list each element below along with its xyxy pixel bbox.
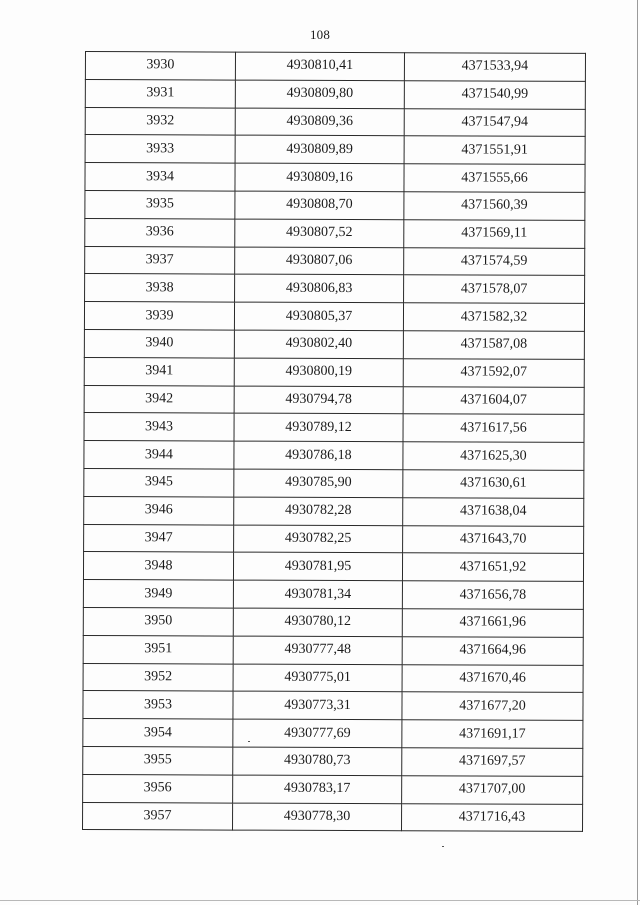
y-coordinate-cell: 4371569,11: [404, 220, 585, 248]
point-number-cell: 3930: [85, 52, 235, 80]
y-coordinate-cell: 4371617,56: [403, 414, 584, 442]
point-number-cell: 3942: [84, 385, 234, 413]
point-number-cell: 3936: [85, 218, 235, 246]
table-row: [84, 413, 584, 443]
table-row: [85, 163, 585, 193]
table-row: [84, 468, 584, 498]
x-coordinate-cell: 4930782,25: [234, 525, 403, 553]
page-number: 108: [309, 27, 331, 42]
x-coordinate-cell: 4930777,69: [233, 719, 402, 747]
x-coordinate-cell: 4930794,78: [234, 386, 403, 414]
y-coordinate-cell: 4371560,39: [404, 192, 585, 220]
table-row: [83, 552, 583, 582]
y-coordinate-cell: 4371691,17: [402, 720, 583, 748]
point-number-cell: 3935: [85, 190, 235, 218]
x-coordinate-cell: 4930781,95: [233, 552, 402, 580]
y-coordinate-cell: 4371582,32: [403, 303, 584, 331]
x-coordinate-cell: 4930800,19: [234, 358, 403, 386]
point-number-cell: 3943: [84, 413, 234, 441]
point-number-cell: 3940: [84, 329, 234, 357]
point-number-cell: 3949: [83, 580, 233, 608]
y-coordinate-cell: 4371638,04: [403, 497, 584, 525]
table-row: [83, 746, 583, 776]
y-coordinate-cell: 4371707,00: [402, 775, 583, 803]
point-number-cell: 3952: [83, 663, 233, 691]
x-coordinate-cell: 4930809,36: [235, 108, 404, 136]
y-coordinate-cell: 4371547,94: [404, 108, 585, 136]
x-coordinate-cell: 4930785,90: [234, 469, 403, 497]
y-coordinate-cell: 4371592,07: [403, 358, 584, 386]
scan-speck: [442, 846, 444, 847]
table-row: [84, 357, 584, 387]
x-coordinate-cell: 4930775,01: [233, 664, 402, 692]
table-row: [83, 663, 583, 693]
table-row: [83, 580, 583, 610]
x-coordinate-cell: 4930807,06: [235, 247, 404, 275]
point-number-cell: 3932: [85, 107, 235, 135]
table-row: [83, 691, 583, 721]
table-row: [85, 135, 585, 165]
coordinates-table-body: [83, 52, 586, 832]
point-number-cell: 3956: [83, 774, 233, 802]
table-row: [84, 302, 584, 332]
coordinates-table: [82, 51, 586, 832]
scan-edge-bottom: [0, 900, 640, 901]
table-row: [85, 190, 585, 220]
point-number-cell: 3947: [84, 524, 234, 552]
table-row: [85, 274, 585, 304]
point-number-cell: 3937: [85, 246, 235, 274]
point-number-cell: 3931: [85, 79, 235, 107]
x-coordinate-cell: 4930807,52: [235, 219, 404, 247]
point-number-cell: 3945: [84, 468, 234, 496]
table-row: [84, 524, 584, 554]
x-coordinate-cell: 4930778,30: [233, 803, 402, 831]
y-coordinate-cell: 4371670,46: [402, 664, 583, 692]
x-coordinate-cell: 4930810,41: [235, 52, 404, 80]
y-coordinate-cell: 4371533,94: [404, 53, 585, 81]
y-coordinate-cell: 4371625,30: [403, 442, 584, 470]
x-coordinate-cell: 4930805,37: [234, 302, 403, 330]
x-coordinate-cell: 4930789,12: [234, 413, 403, 441]
point-number-cell: 3939: [84, 302, 234, 330]
table-row: [85, 79, 585, 109]
y-coordinate-cell: 4371555,66: [404, 164, 585, 192]
y-coordinate-cell: 4371651,92: [402, 553, 583, 581]
point-number-cell: 3941: [84, 357, 234, 385]
y-coordinate-cell: 4371578,07: [404, 275, 585, 303]
y-coordinate-cell: 4371574,59: [404, 247, 585, 275]
point-number-cell: 3953: [83, 691, 233, 719]
point-number-cell: 3948: [83, 552, 233, 580]
y-coordinate-cell: 4371661,96: [402, 609, 583, 637]
x-coordinate-cell: 4930773,31: [233, 691, 402, 719]
point-number-cell: 3957: [83, 802, 233, 830]
x-coordinate-cell: 4930802,40: [234, 330, 403, 358]
y-coordinate-cell: 4371716,43: [402, 803, 583, 831]
table-row: [85, 246, 585, 276]
y-coordinate-cell: 4371604,07: [403, 386, 584, 414]
x-coordinate-cell: 4930806,83: [235, 274, 404, 302]
point-number-cell: 3934: [85, 163, 235, 191]
table-row: [83, 719, 583, 749]
x-coordinate-cell: 4930781,34: [233, 580, 402, 608]
point-number-cell: 3955: [83, 746, 233, 774]
y-coordinate-cell: 4371643,70: [403, 525, 584, 553]
table-row: [84, 441, 584, 471]
point-number-cell: 3944: [84, 441, 234, 469]
table-row: [85, 52, 585, 82]
x-coordinate-cell: 4930808,70: [235, 191, 404, 219]
scan-speck: [248, 741, 250, 742]
table-row: [83, 802, 583, 832]
table-row: [84, 329, 584, 359]
x-coordinate-cell: 4930782,28: [234, 497, 403, 525]
x-coordinate-cell: 4930809,16: [235, 163, 404, 191]
x-coordinate-cell: 4930809,89: [235, 135, 404, 163]
x-coordinate-cell: 4930786,18: [234, 441, 403, 469]
coordinates-table-wrap: [82, 51, 585, 832]
table-row: [84, 496, 584, 526]
x-coordinate-cell: 4930780,73: [233, 747, 402, 775]
point-number-cell: 3938: [85, 274, 235, 302]
y-coordinate-cell: 4371697,57: [402, 748, 583, 776]
point-number-cell: 3933: [85, 135, 235, 163]
point-number-cell: 3946: [84, 496, 234, 524]
y-coordinate-cell: 4371630,61: [403, 470, 584, 498]
x-coordinate-cell: 4930777,48: [233, 636, 402, 664]
table-row: [84, 385, 584, 415]
scan-edge-right: [637, 0, 638, 905]
y-coordinate-cell: 4371664,96: [402, 636, 583, 664]
table-row: [83, 635, 583, 665]
x-coordinate-cell: 4930783,17: [233, 775, 402, 803]
x-coordinate-cell: 4930780,12: [233, 608, 402, 636]
table-row: [83, 607, 583, 637]
y-coordinate-cell: 4371656,78: [402, 581, 583, 609]
point-number-cell: 3954: [83, 719, 233, 747]
table-row: [83, 774, 583, 804]
y-coordinate-cell: 4371677,20: [402, 692, 583, 720]
y-coordinate-cell: 4371540,99: [404, 81, 585, 109]
point-number-cell: 3950: [83, 607, 233, 635]
y-coordinate-cell: 4371587,08: [403, 331, 584, 359]
table-row: [85, 107, 585, 137]
table-row: [85, 218, 585, 248]
point-number-cell: 3951: [83, 635, 233, 663]
x-coordinate-cell: 4930809,80: [235, 80, 404, 108]
y-coordinate-cell: 4371551,91: [404, 136, 585, 164]
